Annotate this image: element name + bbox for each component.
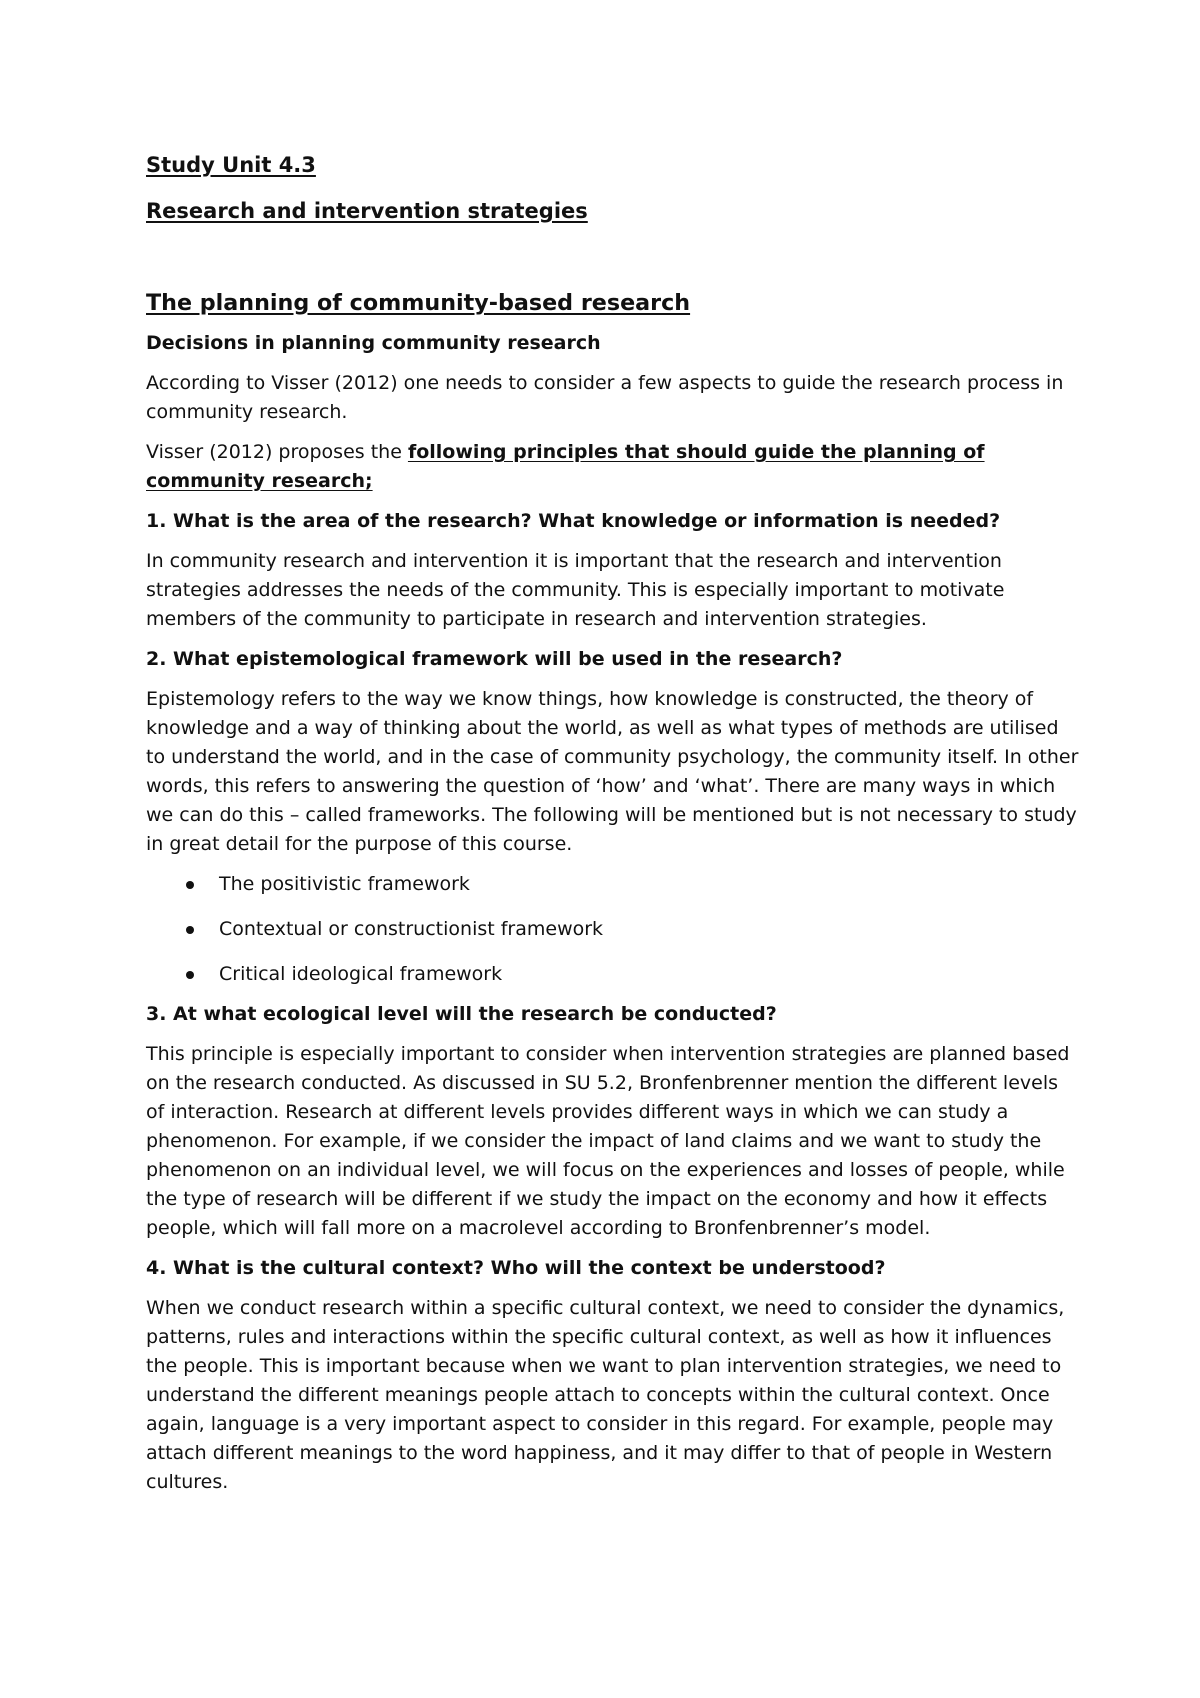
- unit-title: Study Unit 4.3: [146, 153, 316, 177]
- principles-paragraph: [146, 438, 1080, 496]
- bullet-icon: [186, 881, 194, 889]
- question-3-body: This principle is especially important to consider when intervention strategies are planned based on the research conducted. As discussed in SU 5.2, Bronfenbrenner mention the different levels of interaction. Research at different levels provides different ways in which we can study a phenomenon. For example, if we consider the impact of land claims and we want to study the phenomenon on an individual level, we will focus on the experiences and losses of people, while the type of research will be different if we study the impact on the economy and how it effects people, which will fall more on a macrolevel according to Bronfenbrenner’s model.: [146, 1043, 1070, 1239]
- bullet-icon: [186, 971, 194, 979]
- question-1-body: In community research and intervention it is important that the research and intervention strategies addresses the needs of the community. This is especially important to motivate members of the community to participate in research and intervention strategies.: [146, 550, 1005, 630]
- list-item-text: Contextual or constructionist framework: [219, 918, 604, 940]
- bullet-icon: [186, 926, 194, 934]
- list-item: [146, 960, 1080, 989]
- principles-lead: Visser (2012) proposes the: [146, 441, 408, 463]
- section-title: The planning of community-based research: [146, 290, 691, 316]
- question-4-heading: 4. What is the cultural context? Who will the context be understood?: [146, 1257, 886, 1279]
- question-1-heading: 1. What is the area of the research? What knowledge or information is needed?: [146, 510, 1001, 532]
- unit-subtitle: Research and intervention strategies: [146, 199, 588, 223]
- subsection-title: Decisions in planning community research: [146, 332, 601, 354]
- framework-list: [146, 870, 1080, 989]
- question-2-heading: 2. What epistemological framework will be used in the research?: [146, 648, 843, 670]
- question-3-heading: 3. At what ecological level will the research be conducted?: [146, 1003, 777, 1025]
- list-item-text: Critical ideological framework: [219, 963, 503, 985]
- list-item: [146, 870, 1080, 899]
- list-item-text: The positivistic framework: [219, 873, 470, 895]
- principles-emphasis: following principles that should guide the planning of community research: [146, 441, 985, 492]
- list-item: [146, 915, 1080, 944]
- intro-paragraph: According to Visser (2012) one needs to consider a few aspects to guide the research process in community research.: [146, 372, 1064, 423]
- principles-tail: ;: [365, 470, 373, 492]
- question-2-body: Epistemology refers to the way we know things, how knowledge is constructed, the theory of knowledge and a way of thinking about the world, as well as what types of methods are utilised to understand the world, and in the case of community psychology, the community itself. In other words, this refers to answering the question of ‘how’ and ‘what’. There are many ways in which we can do this – called frameworks. The following will be mentioned but is not necessary to study in great detail for the purpose of this course.: [146, 688, 1079, 855]
- question-4-body: When we conduct research within a specific cultural context, we need to consider the dynamics, patterns, rules and interactions within the specific cultural context, as well as how it influences the people. This is important because when we want to plan intervention strategies, we need to understand the different meanings people attach to concepts within the cultural context. Once again, language is a very important aspect to consider in this regard. For example, people may attach different meanings to the word happiness, and it may differ to that of people in Western cultures.: [146, 1297, 1065, 1493]
